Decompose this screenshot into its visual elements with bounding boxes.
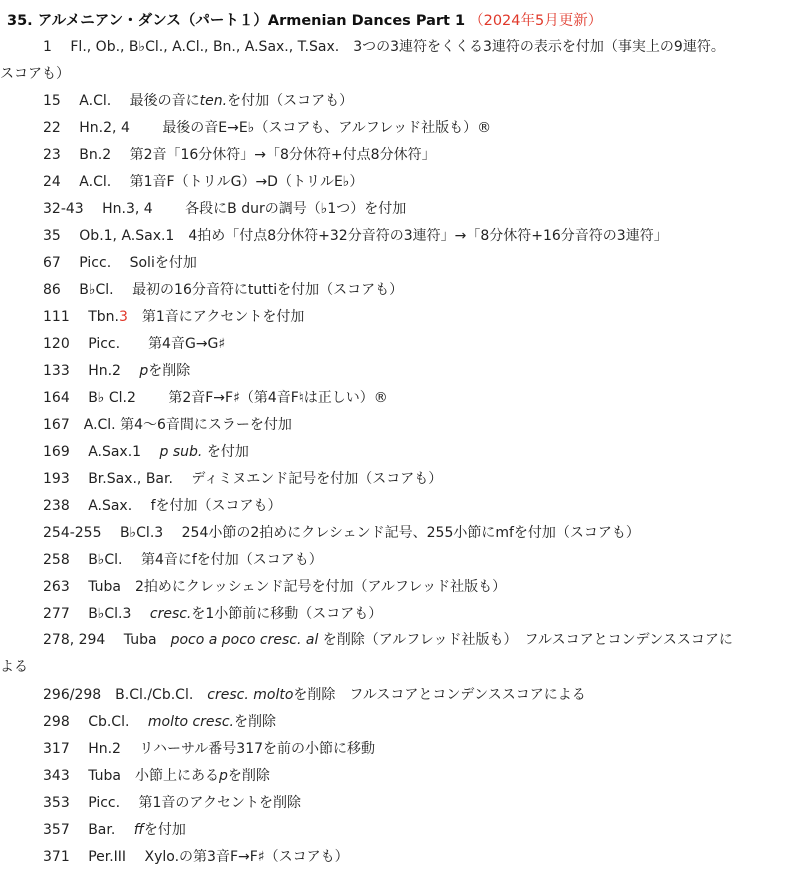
measure-number: 67	[43, 255, 61, 271]
instrument: Hn.3, 4	[102, 201, 153, 217]
measure-number: 298	[43, 714, 70, 730]
measure-number: 111	[43, 309, 70, 325]
errata-entry-296-298	[43, 685, 586, 705]
measure-number: 278, 294	[43, 632, 106, 648]
instrument: B♭Cl.	[79, 282, 114, 298]
measure-number: 32-43	[43, 201, 84, 217]
entry-text-tail: を付加	[143, 822, 186, 838]
errata-entry-278-294	[0, 627, 798, 681]
errata-entry-1	[0, 34, 798, 88]
instrument: B♭Cl.3	[119, 525, 164, 541]
errata-entry-86	[43, 280, 403, 300]
instrument: Picc.	[88, 795, 121, 811]
entry-text: 4拍め「付点8分休符+32分音符の3連符」→「8分休符+16分音符の3連符」	[188, 228, 668, 244]
errata-entry-67	[43, 253, 197, 273]
instrument: Tuba	[88, 579, 121, 595]
entry-text: 第1音にアクセントを付加	[141, 309, 305, 325]
errata-entry-371	[43, 847, 349, 867]
entry-text-tail: を削除	[233, 714, 276, 730]
errata-entry-277	[43, 604, 382, 624]
measure-number: 317	[43, 741, 70, 757]
measure-number: 164	[43, 390, 70, 406]
instrument: Br.Sax., Bar.	[88, 471, 173, 487]
errata-entry-169	[43, 442, 249, 462]
errata-entry-15	[43, 91, 353, 111]
dynamic-marking: cresc.	[149, 606, 192, 622]
entry-text: 254小節の2拍めにクレシェンド記号、255小節にmfを付加（スコアも）	[181, 525, 640, 541]
entry-text-tail: を1小節前に移動（スコアも）	[191, 606, 383, 622]
entry-text-tail: を付加	[202, 444, 249, 460]
errata-entry-35	[43, 226, 668, 246]
dynamic-marking: p	[218, 768, 228, 784]
dynamic-marking: p	[139, 363, 149, 379]
errata-entry-24	[43, 172, 363, 192]
errata-entry-164	[43, 388, 388, 408]
entry-text: 第4音G→G♯	[148, 336, 226, 352]
errata-entry-258	[43, 550, 323, 570]
entry-text: 第1音のアクセントを削除	[138, 795, 302, 811]
measure-number: 169	[43, 444, 70, 460]
entry-text: ディミヌエンド記号を付加（スコアも）	[191, 471, 443, 487]
errata-entry-193	[43, 469, 442, 489]
entry-text: 最後の音に	[129, 93, 200, 109]
errata-entry-32-43	[43, 199, 406, 219]
instrument: Hn.2	[88, 741, 121, 757]
instrument: Per.III	[88, 849, 127, 865]
entry-text-tail: を付加（スコアも）	[227, 93, 354, 109]
entry-text: 第2音「16分休符」→「8分休符+付点8分休符」	[129, 147, 436, 163]
entry-text: リハーサル番号317を前の小節に移動	[139, 741, 376, 757]
instrument: Hn.2	[88, 363, 121, 379]
errata-entry-254-255	[43, 523, 640, 543]
entry-text: 最初の16分音符にtuttiを付加（スコアも）	[132, 282, 404, 298]
entry-text: 第2音F→F♯（第4音F♮は正しい）®	[168, 390, 388, 406]
entry-text: 小節上にある	[134, 768, 219, 784]
measure-number: 120	[43, 336, 70, 352]
instrument: A.Sax.1	[88, 444, 142, 460]
entry-text-tail: を削除（アルフレッド社版も） フルスコアとコンデンススコアに	[318, 632, 733, 648]
entry-text: fを付加（スコアも）	[150, 498, 282, 514]
measure-number: 238	[43, 498, 70, 514]
dynamic-marking: ff	[133, 822, 144, 838]
heading-title: 35. アルメニアン・ダンス（パート１）Armenian Dances Part 1	[7, 13, 466, 29]
entry-text-tail: を削除 フルスコアとコンデンススコアによる	[293, 687, 586, 703]
errata-entry-23	[43, 145, 436, 165]
instrument: Bn.2	[79, 147, 112, 163]
errata-entry-357	[43, 820, 186, 840]
errata-entry-317	[43, 739, 375, 759]
measure-number: 258	[43, 552, 70, 568]
errata-entry-111	[43, 307, 304, 327]
entry-text: Fl., Ob., B♭Cl., A.Cl., Bn., A.Sax., T.Sax. 3つの3連符をくくる3連符の表示を付加（事実上の9連符。	[70, 39, 725, 55]
measure-number: 277	[43, 606, 70, 622]
entry-text: 最後の音E→E♭（スコアも、アルフレッド社版も）®	[162, 120, 492, 136]
dynamic-marking: poco a poco cresc. al	[170, 632, 319, 648]
measure-number: 371	[43, 849, 70, 865]
measure-number: 133	[43, 363, 70, 379]
measure-number: 35	[43, 228, 61, 244]
errata-entry-133	[43, 361, 190, 381]
measure-number: 193	[43, 471, 70, 487]
measure-number: 1	[43, 39, 52, 55]
instrument: B♭Cl.3	[88, 606, 132, 622]
measure-number: 263	[43, 579, 70, 595]
measure-number: 254-255	[43, 525, 102, 541]
instrument: A.Sax.	[88, 498, 133, 514]
measure-number: 22	[43, 120, 61, 136]
instrument-number-highlight: 3	[118, 309, 128, 325]
entry-text: Soliを付加	[129, 255, 197, 271]
instrument: Hn.2, 4	[79, 120, 130, 136]
section-heading	[7, 9, 602, 30]
instrument: Picc.	[79, 255, 112, 271]
entry-text: 第4～6音間にスラーを付加	[120, 417, 292, 433]
instrument: Tuba	[88, 768, 121, 784]
entry-text-tail: を削除	[148, 363, 191, 379]
entry-text-tail: を削除	[227, 768, 270, 784]
measure-number: 23	[43, 147, 61, 163]
dynamic-marking: p sub.	[159, 444, 203, 460]
measure-number: 24	[43, 174, 61, 190]
entry-text: 第4音にfを付加（スコアも）	[140, 552, 323, 568]
instrument: Ob.1, A.Sax.1	[79, 228, 175, 244]
errata-entry-22	[43, 118, 491, 138]
entry-text: Xylo.の第3音F→F♯（スコアも）	[144, 849, 349, 865]
entry-continuation: よる	[0, 659, 28, 675]
dynamic-marking: ten.	[199, 93, 228, 109]
measure-number: 343	[43, 768, 70, 784]
dynamic-marking: molto cresc.	[147, 714, 234, 730]
instrument: Picc.	[88, 336, 121, 352]
instrument: Tuba	[123, 632, 157, 648]
entry-text: 各段にB durの調号（♭1つ）を付加	[185, 201, 407, 217]
errata-entry-120	[43, 334, 225, 354]
entry-text: 2拍めにクレッシェンド記号を付加（アルフレッド社版も）	[134, 579, 507, 595]
instrument: Bar.	[88, 822, 116, 838]
measure-number: 357	[43, 822, 70, 838]
instrument: A.Cl.	[79, 174, 112, 190]
measure-number: 167	[43, 417, 70, 433]
dynamic-marking: cresc. molto	[207, 687, 294, 703]
instrument: A.Cl.	[79, 93, 112, 109]
instrument: Cb.Cl.	[88, 714, 130, 730]
errata-entry-298	[43, 712, 276, 732]
instrument: B♭Cl.	[88, 552, 123, 568]
errata-entry-353	[43, 793, 301, 813]
update-note: （2024年5月更新）	[469, 13, 603, 29]
entry-continuation: スコアも）	[0, 66, 70, 82]
errata-entry-167	[43, 415, 292, 435]
errata-entry-343	[43, 766, 270, 786]
instrument: A.Cl.	[83, 417, 116, 433]
instrument: B♭ Cl.2	[88, 390, 136, 406]
measure-number: 296/298	[43, 687, 102, 703]
measure-number: 15	[43, 93, 61, 109]
instrument: Tbn.	[88, 309, 119, 325]
entry-text: 第1音F（トリルG）→D（トリルE♭）	[129, 174, 364, 190]
measure-number: 86	[43, 282, 61, 298]
measure-number: 353	[43, 795, 70, 811]
errata-entry-263	[43, 577, 506, 597]
instrument: B.Cl./Cb.Cl.	[115, 687, 194, 703]
errata-entry-238	[43, 496, 282, 516]
